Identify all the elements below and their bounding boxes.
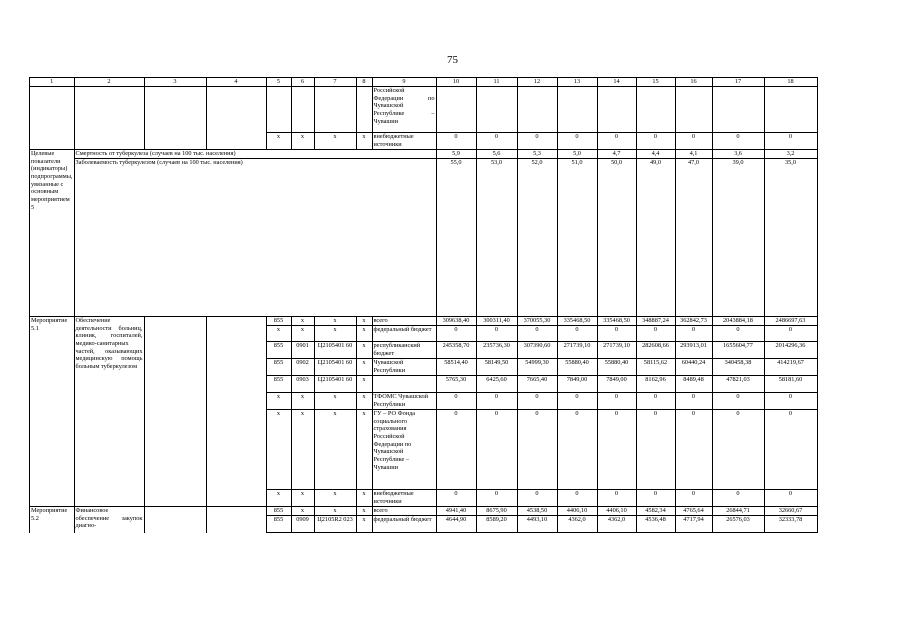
indicator-value: 55,0 xyxy=(436,159,476,317)
value-cell: 0 xyxy=(712,410,764,490)
value-cell: 370055,30 xyxy=(517,317,557,326)
indicator-value: 51,0 xyxy=(557,159,597,317)
value-cell: 0 xyxy=(557,133,597,150)
value-cell: 0 xyxy=(764,410,817,490)
value-cell: 293913,01 xyxy=(675,342,712,359)
code-cell: x xyxy=(314,490,356,507)
value-cell: 26844,71 xyxy=(712,507,764,516)
value-cell: 6425,60 xyxy=(476,376,517,393)
code-cell: x xyxy=(356,507,372,516)
code-cell: 855 xyxy=(266,342,291,359)
value-cell: 0 xyxy=(436,490,476,507)
code-cell: x xyxy=(356,490,372,507)
value-cell: 0 xyxy=(517,326,557,342)
value-cell: 58181,60 xyxy=(764,376,817,393)
value-cell: 0 xyxy=(636,326,675,342)
value-cell: 0 xyxy=(476,133,517,150)
indicator-value: 4,7 xyxy=(597,150,636,159)
value-cell: 0 xyxy=(557,393,597,410)
column-header: 8 xyxy=(356,78,372,87)
value-cell: 307390,60 xyxy=(517,342,557,359)
value-cell: 0 xyxy=(636,490,675,507)
value-cell: 0 xyxy=(557,410,597,490)
code-cell: 0901 xyxy=(291,342,314,359)
column-header: 3 xyxy=(144,78,206,87)
empty-cell xyxy=(206,507,266,533)
indicator-value: 5,9 xyxy=(436,150,476,159)
value-cell: 60440,24 xyxy=(675,359,712,376)
value-cell: 0 xyxy=(436,326,476,342)
value-cell: 5765,30 xyxy=(436,376,476,393)
value-cell: 0 xyxy=(476,393,517,410)
value-cell: 0 xyxy=(436,393,476,410)
value-cell: 0 xyxy=(675,410,712,490)
measure-title: Обеспечение деятельности больниц, клиник, госпиталей, медико-санитарных частей, оказывающих медицинскую помощь больным туберкулезом xyxy=(74,317,144,507)
value-cell: 0 xyxy=(712,490,764,507)
value-cell: 362842,73 xyxy=(675,317,712,326)
code-cell: x xyxy=(291,317,314,326)
indicator-name: Смертность от туберкулеза (случаев на 100 тыс. населения) xyxy=(74,150,436,159)
value-cell: 7849,00 xyxy=(557,376,597,393)
column-header: 4 xyxy=(206,78,266,87)
indicator-value: 47,0 xyxy=(675,159,712,317)
indicator-name: Заболеваемость туберкулезом (случаев на 100 тыс. населения) xyxy=(74,159,436,317)
value-cell: 0 xyxy=(557,326,597,342)
value-cell: 0 xyxy=(476,326,517,342)
value-cell: 8589,20 xyxy=(476,516,517,533)
column-header: 7 xyxy=(314,78,356,87)
value-cell: 7849,00 xyxy=(597,376,636,393)
code-cell: 0902 xyxy=(291,359,314,376)
empty-cell xyxy=(764,87,817,133)
value-cell: 0 xyxy=(764,393,817,410)
value-cell: 0 xyxy=(636,393,675,410)
column-header: 10 xyxy=(436,78,476,87)
value-cell: 4536,48 xyxy=(636,516,675,533)
column-header: 13 xyxy=(557,78,597,87)
value-cell: 2014296,36 xyxy=(764,342,817,359)
column-header: 2 xyxy=(74,78,144,87)
value-cell: 54999,30 xyxy=(517,359,557,376)
value-cell: 235736,30 xyxy=(476,342,517,359)
code-cell: x xyxy=(291,410,314,490)
value-cell: 282608,66 xyxy=(636,342,675,359)
budget-table xyxy=(29,77,818,533)
empty-cell xyxy=(314,87,356,133)
value-cell: 47821,03 xyxy=(712,376,764,393)
column-header: 1 xyxy=(30,78,75,87)
code-cell: x xyxy=(314,317,356,326)
value-cell: 2043884,18 xyxy=(712,317,764,326)
value-cell: 0 xyxy=(436,410,476,490)
value-cell: 300311,40 xyxy=(476,317,517,326)
code-cell: x xyxy=(314,133,356,150)
value-cell: 4406,10 xyxy=(557,507,597,516)
source-cell: федеральный бюджет xyxy=(372,326,436,342)
code-cell: x xyxy=(356,342,372,359)
value-cell: 55880,40 xyxy=(597,359,636,376)
code-cell: x xyxy=(356,376,372,393)
source-cell: Чувашской Республики xyxy=(372,359,436,376)
indicator-value: 5,3 xyxy=(517,150,557,159)
column-header: 18 xyxy=(764,78,817,87)
empty-cell xyxy=(517,87,557,133)
value-cell: 26576,03 xyxy=(712,516,764,533)
value-cell: 340458,38 xyxy=(712,359,764,376)
source-cell xyxy=(372,376,436,393)
value-cell: 4362,0 xyxy=(557,516,597,533)
value-cell: 0 xyxy=(597,133,636,150)
value-cell: 0 xyxy=(712,326,764,342)
source-cell: ГУ – РО Фонда социального страхования Российской Федерации по Чувашской Республике – Чувашии xyxy=(372,410,436,490)
code-cell: x xyxy=(356,317,372,326)
value-cell: 4941,40 xyxy=(436,507,476,516)
value-cell: 0 xyxy=(597,490,636,507)
indicator-value: 35,0 xyxy=(764,159,817,317)
value-cell: 7665,40 xyxy=(517,376,557,393)
value-cell: 0 xyxy=(636,410,675,490)
value-cell: 0 xyxy=(712,393,764,410)
empty-cell xyxy=(30,87,75,150)
empty-cell xyxy=(266,87,291,133)
indicator-value: 4,4 xyxy=(636,150,675,159)
value-cell: 0 xyxy=(764,133,817,150)
empty-cell xyxy=(675,87,712,133)
page-number: 75 xyxy=(447,54,458,66)
code-cell: x xyxy=(314,326,356,342)
value-cell: 0 xyxy=(764,326,817,342)
value-cell: 0 xyxy=(517,490,557,507)
code-cell: Ц2105401 60 xyxy=(314,359,356,376)
value-cell: 4362,0 xyxy=(597,516,636,533)
empty-cell xyxy=(476,87,517,133)
column-header: 14 xyxy=(597,78,636,87)
value-cell: 4582,34 xyxy=(636,507,675,516)
column-header: 16 xyxy=(675,78,712,87)
value-cell: 0 xyxy=(557,490,597,507)
value-cell: 335468,50 xyxy=(597,317,636,326)
empty-cell xyxy=(636,87,675,133)
code-cell: x xyxy=(356,326,372,342)
indicator-value: 3,6 xyxy=(712,150,764,159)
value-cell: 414219,67 xyxy=(764,359,817,376)
measure-title: Финансовое обеспечение закупок диагно- xyxy=(74,507,144,533)
value-cell: 271739,10 xyxy=(557,342,597,359)
code-cell: x xyxy=(266,326,291,342)
value-cell: 58149,50 xyxy=(476,359,517,376)
empty-cell xyxy=(144,317,206,507)
value-cell: 58514,40 xyxy=(436,359,476,376)
source-cell: Российской Федерации по Чувашской Республике – Чувашии xyxy=(372,87,436,133)
indicator-value: 49,0 xyxy=(636,159,675,317)
source-cell: ТФОМС Чувашской Республики xyxy=(372,393,436,410)
column-header: 6 xyxy=(291,78,314,87)
value-cell: 8162,96 xyxy=(636,376,675,393)
empty-cell xyxy=(206,87,266,150)
value-cell: 271739,10 xyxy=(597,342,636,359)
indicator-value: 5,6 xyxy=(476,150,517,159)
empty-cell xyxy=(144,507,206,533)
code-cell: x xyxy=(314,393,356,410)
empty-cell xyxy=(597,87,636,133)
indicator-value: 53,0 xyxy=(476,159,517,317)
indicator-value: 50,0 xyxy=(597,159,636,317)
empty-cell xyxy=(74,87,144,150)
code-cell: x xyxy=(291,326,314,342)
value-cell: 0 xyxy=(517,410,557,490)
column-header: 17 xyxy=(712,78,764,87)
value-cell: 0 xyxy=(675,326,712,342)
value-cell: 58115,62 xyxy=(636,359,675,376)
indicator-value: 52,0 xyxy=(517,159,557,317)
code-cell: Ц2105401 60 xyxy=(314,342,356,359)
value-cell: 1655604,77 xyxy=(712,342,764,359)
code-cell: x xyxy=(356,516,372,533)
value-cell: 0 xyxy=(712,133,764,150)
empty-cell xyxy=(436,87,476,133)
code-cell: x xyxy=(266,393,291,410)
empty-cell xyxy=(356,87,372,133)
code-cell: Ц2105R2 023 xyxy=(314,516,356,533)
column-header: 9 xyxy=(372,78,436,87)
value-cell: 32660,67 xyxy=(764,507,817,516)
code-cell: x xyxy=(291,133,314,150)
value-cell: 8675,90 xyxy=(476,507,517,516)
value-cell: 0 xyxy=(597,410,636,490)
code-cell: 0909 xyxy=(291,516,314,533)
value-cell: 0 xyxy=(636,133,675,150)
code-cell: 0903 xyxy=(291,376,314,393)
empty-cell xyxy=(712,87,764,133)
value-cell: 2486697,63 xyxy=(764,317,817,326)
source-cell: всего xyxy=(372,507,436,516)
indicator-value: 4,1 xyxy=(675,150,712,159)
source-cell: внебюджетные источники xyxy=(372,133,436,150)
value-cell: 0 xyxy=(597,393,636,410)
empty-cell xyxy=(291,87,314,133)
column-header: 15 xyxy=(636,78,675,87)
value-cell: 0 xyxy=(764,490,817,507)
code-cell: Ц2105401 60 xyxy=(314,376,356,393)
value-cell: 4538,50 xyxy=(517,507,557,516)
indicator-value: 3,2 xyxy=(764,150,817,159)
value-cell: 0 xyxy=(597,326,636,342)
measure-label: Мероприятие 5.2 xyxy=(30,507,75,533)
code-cell: 855 xyxy=(266,376,291,393)
code-cell: x xyxy=(356,410,372,490)
empty-cell xyxy=(144,87,206,150)
code-cell: x xyxy=(291,507,314,516)
value-cell: 0 xyxy=(476,490,517,507)
value-cell: 4717,94 xyxy=(675,516,712,533)
targets-label: Целевые показатели (индикаторы) подпрограммы, увязанные с основным мероприятием 5 xyxy=(30,150,75,317)
value-cell: 309638,40 xyxy=(436,317,476,326)
code-cell: x xyxy=(291,490,314,507)
value-cell: 0 xyxy=(675,490,712,507)
code-cell: 855 xyxy=(266,507,291,516)
source-cell: всего xyxy=(372,317,436,326)
column-header: 5 xyxy=(266,78,291,87)
value-cell: 55880,40 xyxy=(557,359,597,376)
value-cell: 4644,90 xyxy=(436,516,476,533)
measure-label: Мероприятие 5.1 xyxy=(30,317,75,507)
code-cell: x xyxy=(291,393,314,410)
code-cell: x xyxy=(266,490,291,507)
value-cell: 4765,64 xyxy=(675,507,712,516)
value-cell: 0 xyxy=(675,393,712,410)
value-cell: 8489,48 xyxy=(675,376,712,393)
code-cell: x xyxy=(356,393,372,410)
value-cell: 348887,24 xyxy=(636,317,675,326)
code-cell: 855 xyxy=(266,317,291,326)
indicator-value: 39,0 xyxy=(712,159,764,317)
code-cell: x xyxy=(266,133,291,150)
source-cell: федеральный бюджет xyxy=(372,516,436,533)
column-header: 11 xyxy=(476,78,517,87)
code-cell: x xyxy=(356,359,372,376)
empty-cell xyxy=(557,87,597,133)
value-cell: 0 xyxy=(436,133,476,150)
code-cell: x xyxy=(314,507,356,516)
value-cell: 0 xyxy=(517,133,557,150)
code-cell: 855 xyxy=(266,516,291,533)
value-cell: 335468,50 xyxy=(557,317,597,326)
value-cell: 245358,70 xyxy=(436,342,476,359)
value-cell: 4493,10 xyxy=(517,516,557,533)
source-cell: республиканский бюджет xyxy=(372,342,436,359)
empty-cell xyxy=(206,317,266,507)
value-cell: 0 xyxy=(675,133,712,150)
value-cell: 0 xyxy=(517,393,557,410)
value-cell: 4406,10 xyxy=(597,507,636,516)
code-cell: 855 xyxy=(266,359,291,376)
column-header: 12 xyxy=(517,78,557,87)
source-cell: внебюджетные источники xyxy=(372,490,436,507)
indicator-value: 5,0 xyxy=(557,150,597,159)
code-cell: x xyxy=(266,410,291,490)
value-cell: 0 xyxy=(476,410,517,490)
code-cell: x xyxy=(314,410,356,490)
value-cell: 32333,78 xyxy=(764,516,817,533)
code-cell: x xyxy=(356,133,372,150)
